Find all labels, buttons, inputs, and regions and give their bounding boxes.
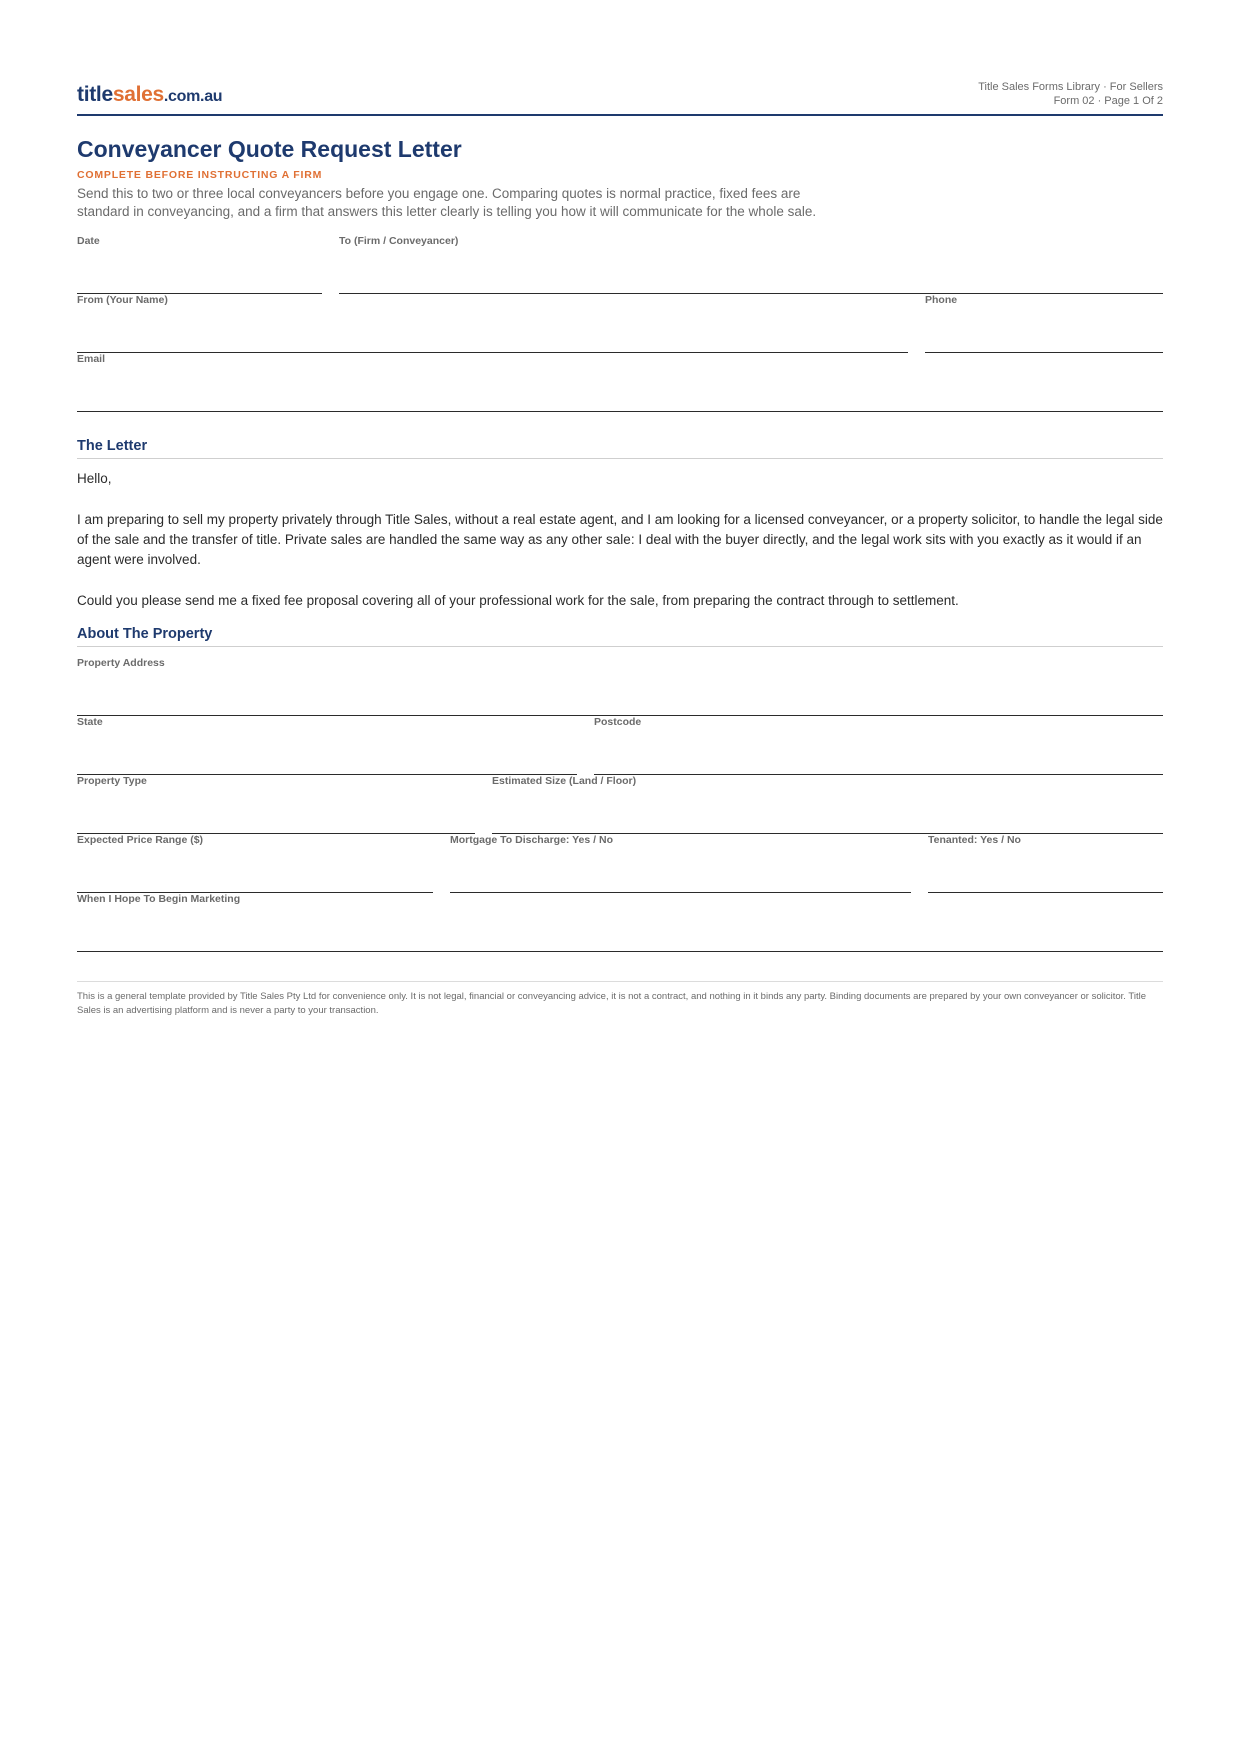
state-label: State: [77, 716, 103, 728]
type-size-row: [77, 775, 1163, 834]
letter-paragraph-1: I am preparing to sell my property privately through Title Sales, without a real estate agent, and I am looking for a licensed conveyancer, or a property solicitor, to handle the legal side of the sale and the transfer of title. Private sales are handled the same way as any other sale: I deal with the buyer directly, and the legal work sits with you exactly as it would if an agent were involved.: [77, 512, 1163, 567]
state-field[interactable]: [77, 716, 577, 775]
page-header: [77, 80, 1163, 116]
phone-field[interactable]: [925, 294, 1163, 353]
date-to-row: [77, 235, 1163, 294]
letter-greeting: Hello,: [77, 471, 112, 486]
page-title: Conveyancer Quote Request Letter: [77, 136, 462, 162]
titlesales-logo: [77, 84, 222, 105]
price-range-label: Expected Price Range ($): [77, 834, 204, 846]
logo-domain: .com.au: [163, 88, 223, 105]
estimated-size-field[interactable]: [492, 775, 1163, 834]
property-section: [77, 625, 1163, 952]
letter-paragraph-2: Could you please send me a fixed fee proposal covering all of your professional work for the sale, from preparing the contract through to settlement.: [77, 593, 959, 608]
form-page-number: Form 02 · Page 1 Of 2: [1053, 95, 1163, 107]
marketing-row: [77, 893, 1163, 952]
tenanted-field[interactable]: [928, 834, 1163, 893]
email-field[interactable]: [77, 353, 1163, 412]
date-field[interactable]: [77, 235, 322, 294]
email-row: [77, 353, 1163, 412]
marketing-date-field[interactable]: [77, 893, 1163, 952]
letter-section: [77, 437, 1163, 611]
postcode-label: Postcode: [594, 716, 642, 728]
page-subtitle: COMPLETE BEFORE INSTRUCTING A FIRM: [77, 169, 323, 181]
property-address-label: Property Address: [77, 657, 165, 669]
date-label: Date: [77, 235, 100, 247]
intro-text: Send this to two or three local conveyancers before you engage one. Comparing quotes is normal practice, fixed fees are standard in conveyancing, and a firm that answers this letter clearly is telling you how it will communicate for the whole sale.: [77, 186, 817, 219]
estimated-size-label: Estimated Size (Land / Floor): [492, 775, 637, 787]
mortgage-field[interactable]: [450, 834, 911, 893]
state-postcode-row: [77, 716, 1163, 775]
form-meta: [978, 80, 1163, 108]
letter-heading: The Letter: [77, 437, 1163, 459]
email-label: Email: [77, 353, 106, 365]
tenanted-label: Tenanted: Yes / No: [928, 834, 1021, 846]
property-type-field[interactable]: [77, 775, 475, 834]
property-type-label: Property Type: [77, 775, 147, 787]
logo-sales: sales: [112, 83, 164, 106]
disclaimer: This is a general template provided by Title Sales Pty Ltd for convenience only. It is not legal, financial or conveyancing advice, it is not a contract, and nothing in it binds any party. Binding documents are prepared by your own conveyancer or solicitor. Title Sales is an advertising platform and is never a party to your transaction.: [77, 981, 1163, 1018]
contact-fields: [77, 235, 1163, 412]
address-row: [77, 657, 1163, 716]
price-range-field[interactable]: [77, 834, 433, 893]
from-label: From (Your Name): [77, 294, 168, 306]
from-phone-row: [77, 294, 1163, 353]
property-address-field[interactable]: [77, 657, 1163, 716]
logo-title: title: [77, 83, 113, 106]
property-fields: [77, 657, 1163, 952]
property-heading: About The Property: [77, 625, 1163, 647]
to-field[interactable]: [339, 235, 1163, 294]
phone-label: Phone: [925, 294, 958, 306]
from-field[interactable]: [77, 294, 908, 353]
price-mortgage-tenanted-row: [77, 834, 1163, 893]
postcode-field[interactable]: [594, 716, 1163, 775]
email-line: [77, 411, 1163, 412]
to-label: To (Firm / Conveyancer): [339, 235, 459, 247]
form-library-label: Title Sales Forms Library · For Sellers: [978, 81, 1163, 93]
marketing-date-line: [77, 951, 1163, 952]
marketing-date-label: When I Hope To Begin Marketing: [77, 893, 241, 905]
mortgage-label: Mortgage To Discharge: Yes / No: [450, 834, 613, 846]
